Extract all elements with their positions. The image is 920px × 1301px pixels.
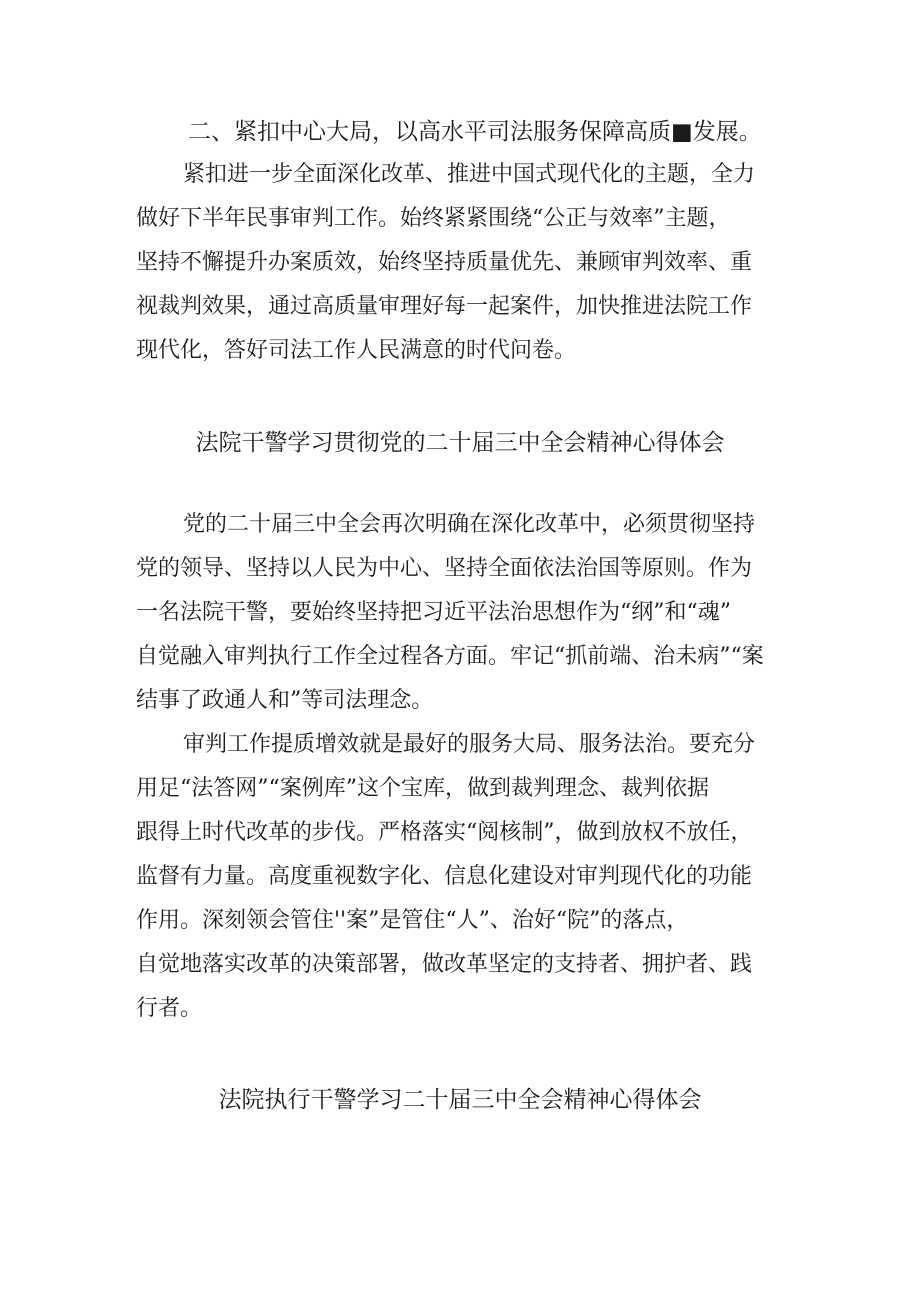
paragraph-line: 用足“法答网”“案例库”这个宝库，做到裁判理念、裁判依据: [136, 776, 709, 801]
section-paragraph: [136, 153, 786, 373]
paragraph-line: 结事了政通人和”等司法理念。: [136, 688, 434, 713]
article1-paragraph2: [136, 723, 786, 1031]
paragraph-line: 自觉融入审判执行工作全过程各方面。牢记“抓前端、治未病”“案: [136, 644, 764, 669]
paragraph-line: 自觉地落实改革的决策部署，做改革坚定的支持者、拥护者、践: [136, 952, 753, 977]
paragraph-line: 坚持不懈提升办案质效，始终坚持质量优先、兼顾审判效率、重: [136, 250, 753, 275]
paragraph-line: 监督有力量。高度重视数字化、信息化建设对审判现代化的功能: [136, 864, 753, 889]
paragraph-line: 作用。深刻领会管住''案”是管住“人”、治好“院”的落点，: [136, 908, 689, 933]
paragraph-line: 做好下半年民事审判工作。始终紧紧围绕“公正与效率”主题，: [136, 206, 731, 231]
paragraph-line: 紧扣进一步全面深化改革、推进中国式现代化的主题，全力: [183, 162, 756, 187]
paragraph-line: 视裁判效果，通过高质量审理好每一起案件，加快推进法院工作: [136, 294, 753, 319]
article2-title: 法院执行干警学习二十届三中全会精神心得体会: [218, 1087, 702, 1113]
paragraph-line: 审判工作提质增效就是最好的服务大局、服务法治。要充分: [183, 732, 756, 757]
article1-title: 法院干警学习贯彻党的二十届三中全会精神心得体会: [195, 430, 725, 456]
paragraph-line: 跟得上时代改革的步伐。严格落实“阅核制”，做到放权不放任，: [136, 820, 753, 845]
paragraph-line: 行者。: [136, 996, 203, 1021]
paragraph-line: 现代化，答好司法工作人民满意的时代问卷。: [136, 338, 577, 363]
section-heading: 二、紧扣中心大局，以高水平司法服务保障高质■发展。: [188, 119, 762, 145]
paragraph-line: 一名法院干警，要始终坚持把习近平法治思想作为“纲”和“魂”: [136, 600, 731, 625]
paragraph-line: 党的二十届三中全会再次明确在深化改革中，必须贯彻坚持: [183, 512, 756, 537]
paragraph-line: 党的领导、坚持以人民为中心、坚持全面依法治国等原则。作为: [136, 556, 753, 581]
article1-paragraph1: [136, 503, 786, 723]
